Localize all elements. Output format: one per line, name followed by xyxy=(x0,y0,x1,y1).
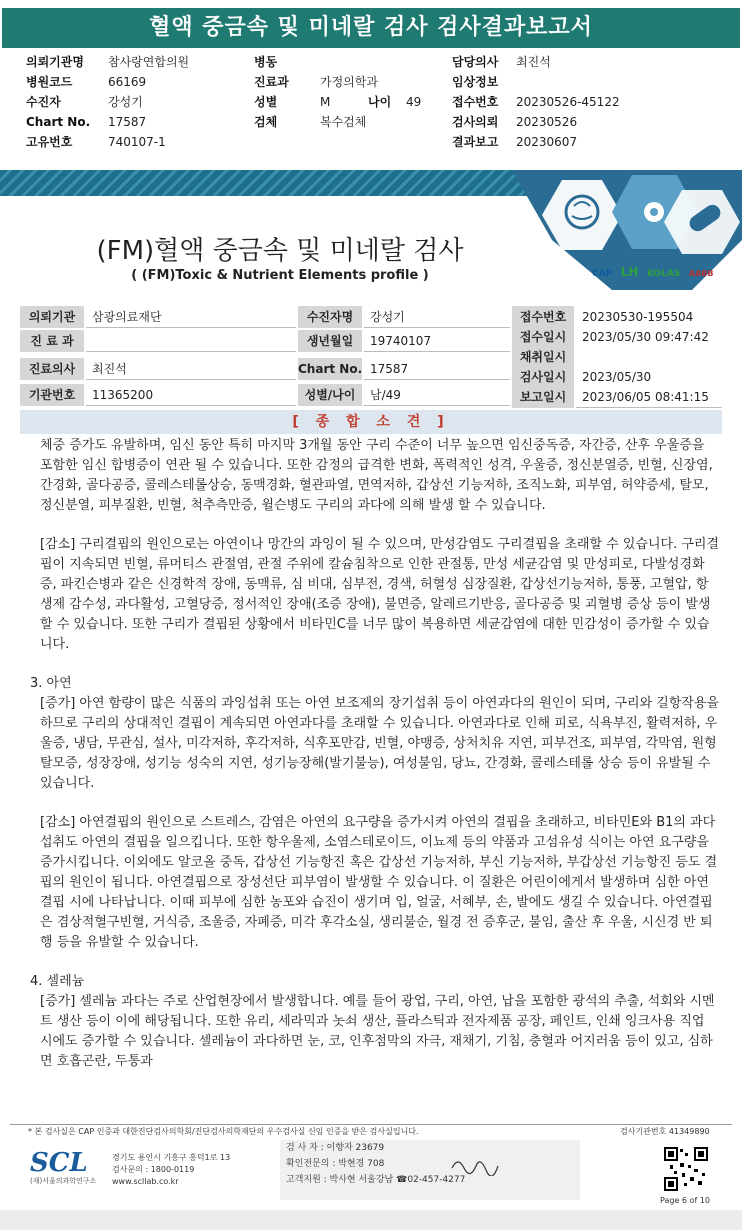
page-number: Page 6 of 10 xyxy=(660,1196,710,1205)
tester: 검 사 자 : 이향자 23679 xyxy=(286,1143,385,1153)
lab-address xyxy=(112,1152,230,1188)
section-heading: 3. 아연 xyxy=(30,676,72,691)
hdr-label: 수진자 xyxy=(26,95,61,109)
info-value: 남/49 xyxy=(364,384,510,406)
paragraph: [감소] 구리결핍의 원인으로는 아연이나 망간의 과잉이 될 수 있으며, 만성감염도 구리결핍을 초래할 수 있습니다. 구리결핍이 지속되면 빈혈, 류머티스 관절염, 관절 주위에 칼슘침착으로 인한 관절통, 만성 세균감염 및 만성피로, 다발성경화증, 파킨슨병과 같은 신경학적 장애, 동맥류, 심 비대, 심부전, 경색, 허혈성 심장질환, 갑상선기능저하, 통풍, 고혈압, 항생제 감수성, 과다활성, 고혈당증, 정서적인 장애(조증 장애), 불면증, 알레르기반응, 골다공증 및 괴혈병 증상 등이 발생할 수 있습니다. 또한 구리가 결핍된 상황에서 비타민C를 너무 많이 복용하면 세균감염에 대한 민감성이 증가할 수 있습니다. xyxy=(40,537,720,652)
summary-content xyxy=(30,436,720,1072)
hdr-value: 최진석 xyxy=(516,55,551,69)
footer-divider xyxy=(10,1124,732,1125)
paragraph: 체중 증가도 유발하며, 임신 동안 특히 마지막 3개월 동안 구리 수준이 너무 높으면 임신중독증, 자간증, 산후 우울증을 포함한 임신 합병증이 연관 될 수 있습니다. 또한 감정의 급격한 변화, 폭력적인 성격, 우울증, 정신분열증, 빈혈, 신장염, 간경화, 골다공증, 콜레스테롤상승, 동맥경화, 혈관파열, 면역저하, 갑상선 기능저하, 조직노화, 피부염, 허약증세, 탈모, 정신분열, 피부질환, 빈혈, 척추측만증, 윌슨병도 구리의 과다에 의해 발생 할 수 있습니다. xyxy=(40,438,713,513)
info-value: 17587 xyxy=(364,358,510,380)
hdr-value: 66169 xyxy=(108,75,147,89)
hdr-value: M xyxy=(320,95,331,109)
hdr-label: 의뢰기관명 xyxy=(26,55,84,69)
hdr-label: 결과보고 xyxy=(452,135,499,149)
hdr-label: 병동 xyxy=(254,55,278,69)
institution-code: 검사기관번호 41349890 xyxy=(620,1127,710,1136)
info-label: 접수번호 xyxy=(512,306,574,328)
section-heading: 4. 셀레늄 xyxy=(30,974,85,989)
info-value: 2023/05/30 xyxy=(576,366,722,388)
hdr-label: 담당의사 xyxy=(452,55,499,69)
hdr-label: 검체 xyxy=(254,115,278,129)
report-title: 혈액 중금속 및 미네랄 검사 검사결과보고서 xyxy=(2,8,740,48)
info-value: 최진석 xyxy=(86,358,296,380)
scl-logo-text: SCL xyxy=(30,1148,88,1178)
hdr-value: 복수검체 xyxy=(320,115,367,129)
info-label: 성별/나이 xyxy=(298,384,362,406)
cert-logos xyxy=(592,265,742,291)
kolas-logo: KOLAS xyxy=(646,269,681,279)
hdr-value: 20230607 xyxy=(516,135,578,149)
paragraph: [증가] 아연 함량이 많은 식품의 과잉섭취 또는 아연 보조제의 장기섭취 등이 아연과다의 원인이 되며, 구리와 길항작용을 하므로 구리의 상대적인 결핍이 계속되면 아연과다를 초래할 수 있습니다. 아연과다로 인해 피로, 식욕부진, 활력저하, 우울증, 냉담, 무관심, 설사, 미각저하, 후각저하, 식후포만감, 빈혈, 야맹증, 상처치유 지연, 피부건조, 피부염, 각막염, 원형탈모증, 성장장애, 성기능 성숙의 지연, 성기능장해(발기불능), 여성불임, 당뇨, 간경화, 콜레스테롤 상승 등이 유발될 수 있습니다. xyxy=(40,696,720,791)
aabb-logo: AABB xyxy=(688,269,714,278)
website-link[interactable]: www.scllab.co.kr xyxy=(112,1177,179,1186)
info-label: 수진자명 xyxy=(298,306,362,328)
info-value: 20230530-195504 xyxy=(576,306,722,328)
summary-title: [ 종 합 소 견 ] xyxy=(20,410,722,434)
info-value: 2023/05/30 09:47:42 xyxy=(576,326,722,348)
info-value: 강성기 xyxy=(364,306,510,328)
hdr-value: 49 xyxy=(406,95,422,109)
hdr-label: 검사의뢰 xyxy=(452,115,499,129)
scl-logo xyxy=(30,1148,105,1188)
hdr-label: 성별 xyxy=(254,95,278,109)
hdr-value: 참사랑연합의원 xyxy=(108,55,190,69)
hdr-label: 병원코드 xyxy=(26,75,73,89)
info-value: 11365200 xyxy=(86,384,296,406)
footer-note: * 본 검사실은 CAP 인증과 대한진단검사의학회/진단검사의학재단의 우수검사실 신임 인증을 받은 검사실입니다. xyxy=(28,1127,419,1136)
info-value xyxy=(576,346,722,368)
hdr-label: 접수번호 xyxy=(452,95,499,109)
hdr-value: 740107-1 xyxy=(108,135,166,149)
signature-box xyxy=(280,1140,580,1200)
bottom-bar xyxy=(0,1210,742,1230)
paragraph: [감소] 아연결핍의 원인으로 스트레스, 감염은 아연의 요구량을 증가시켜 아연의 결핍을 초래하고, 비타민E와 B1의 과다섭취도 아연의 결핍을 일으킵니다. 또한 항우울제, 소염스테로이드, 이뇨제 등의 약품과 고섬유성 식이는 아연 요구량을 증가시킵니다. 이외에도 알코올 중독, 갑상선 기능항진 혹은 갑상선 기능저하, 부신 기능저하, 부갑상선 기능항진 등도 결핍의 원인이 됩니다. 아연결핍으로 장성선단 피부염이 발생할 수 있습니다. 이 질환은 어린이에게서 발생하며 심한 아연결핍 시에 나타납니다. 이때 피부에 심한 농포와 습진이 생기며 입, 얼굴, 서혜부, 손, 발에도 생길 수 있습니다. 아연결핍은 겸상적혈구빈혈, 거식증, 조울증, 자폐증, 미각 후각소실, 생리불순, 월경 전 증후군, 불임, 출산 후 우울, 시신경 반 퇴행 등을 유발할 수 있습니다. xyxy=(40,815,718,950)
info-value: 2023/06/05 08:41:15 xyxy=(576,386,722,408)
hdr-label: 나이 xyxy=(368,95,392,109)
phone: 검사문의 : 1800-0119 xyxy=(112,1165,195,1174)
hdr-value: 강성기 xyxy=(108,95,143,109)
hdr-value: 20230526-45122 xyxy=(516,95,620,109)
info-label: 생년월일 xyxy=(298,330,362,352)
fm-title: (FM)혈액 중금속 및 미네랄 검사 xyxy=(96,236,464,266)
patient-info-table xyxy=(20,306,722,406)
signature-icon xyxy=(450,1154,500,1176)
paragraph: [증가] 셀레늄 과다는 주로 산업현장에서 발생합니다. 예를 들어 광업, 구리, 아연, 납을 포함한 광석의 추출, 석회와 시멘트 생산 등이 이에 해당됩니다. 또한 유리, 세라믹과 놋쇠 생산, 플라스틱과 전자제품 공장, 페인트, 인쇄 잉크사용 직업 시에도 증가할 수 있습니다. 셀레늄이 과다하면 눈, 코, 인후점막의 자극, 재채기, 기침, 충혈과 어지러움 등이 있고, 심하면 호흡곤란, 두통과 xyxy=(40,994,715,1069)
patient-header xyxy=(0,52,742,152)
hdr-value: 가정의학과 xyxy=(320,75,378,89)
info-value: 삼광의료재단 xyxy=(86,306,296,328)
report-header xyxy=(0,0,742,48)
info-label: 진 료 과 xyxy=(20,330,84,352)
gear-icon xyxy=(644,202,664,222)
info-value: 19740107 xyxy=(364,330,510,352)
hdr-label: 진료과 xyxy=(254,75,289,89)
address: 경기도 용인시 기흥구 흥덕1로 13 xyxy=(112,1153,231,1162)
info-label: 기관번호 xyxy=(20,384,84,406)
cap-logo: CAP xyxy=(592,269,613,279)
hdr-label: 고유번호 xyxy=(26,135,73,149)
qr-code-icon[interactable] xyxy=(664,1147,708,1191)
info-label: Chart No. xyxy=(298,358,362,380)
info-label: 의뢰기관 xyxy=(20,306,84,328)
info-label: 검사일시 xyxy=(512,366,574,388)
hdr-value: 17587 xyxy=(108,115,147,129)
info-label: 보고일시 xyxy=(512,386,574,408)
confirmer: 확인전문의 : 박현경 708 xyxy=(286,1159,385,1169)
hdr-label: 임상정보 xyxy=(452,75,499,89)
hdr-label: Chart No. xyxy=(26,115,91,129)
info-label: 접수일시 xyxy=(512,326,574,348)
info-label: 채취일시 xyxy=(512,346,574,368)
lh-logo: LH xyxy=(620,265,639,279)
info-value xyxy=(86,330,296,352)
customer-support: 고객지원 : 박사현 서울강남 ☎02-457-4277 xyxy=(286,1175,466,1185)
fm-subtitle: ( (FM)Toxic & Nutrient Elements profile ) xyxy=(131,268,429,283)
scl-lab-name: (재)서울의과학연구소 xyxy=(30,1177,97,1185)
info-label: 진료의사 xyxy=(20,358,84,380)
hdr-value: 20230526 xyxy=(516,115,578,129)
